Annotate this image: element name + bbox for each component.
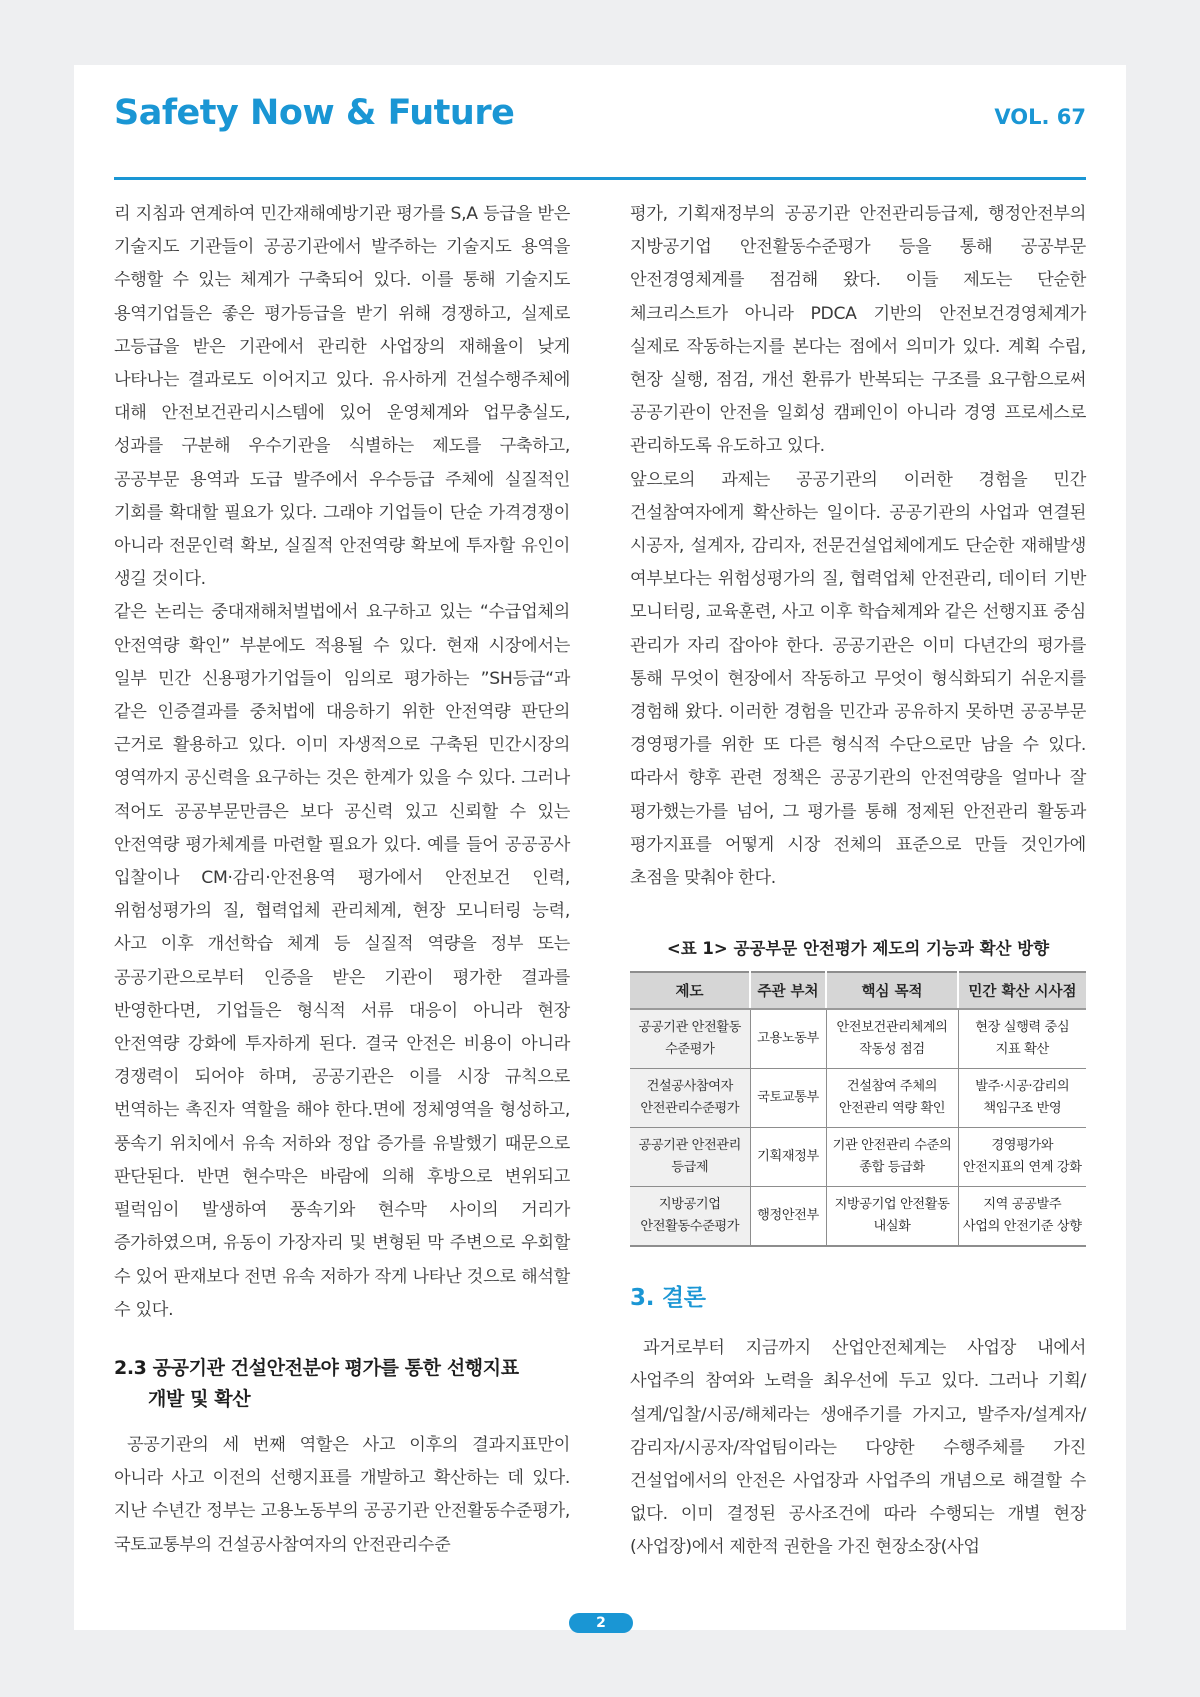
cell-line: 등급제 xyxy=(671,1160,709,1176)
cell-line: 작동성 점검 xyxy=(859,1042,925,1058)
table-cell-ministry: 고용노동부 xyxy=(750,1009,826,1069)
section-heading-line-2: 개발 및 확산 xyxy=(148,1387,251,1410)
conclusion-heading: 3. 결론 xyxy=(630,1285,706,1312)
table-cell-system xyxy=(630,1128,750,1187)
cell-line: 기관 안전관리 수준의 xyxy=(832,1138,952,1154)
right-paragraph-1: 평가, 기획재정부의 공공기관 안전관리등급제, 행정안전부의 지방공기업 안전활동수준평가 등을 통해 공공부문 안전경영체계를 점검해 왔다. 이들 제도는 단순한 체크리스트가 아니라 PDCA 기반의 안전보건경영체계가 실제로 작동하는지를 본다는 점에서 의미가 있다. 계획 수립, 현장 실행, 점검, 개선 환류가 반복되는 구조를 요구함으로써 공공기관이 안전을 일회성 캠페인이 아니라 경영 프로세스로 관리하도록 유도하고 있다. xyxy=(630,204,1086,457)
cell-line: 사업의 안전기준 상향 xyxy=(962,1219,1082,1235)
table-row xyxy=(630,1009,1086,1069)
cell-line: 건설공사참여자 xyxy=(646,1079,733,1095)
table-cell-implication xyxy=(958,1187,1086,1247)
cell-line: 안전지표의 연계 강화 xyxy=(962,1160,1082,1176)
cell-line: 안전관리 역량 확인 xyxy=(838,1101,946,1117)
table-cell-purpose xyxy=(826,1069,958,1128)
cell-line: 발주·시공·감리의 xyxy=(975,1079,1070,1095)
table-row xyxy=(630,1128,1086,1187)
cell-line: 공공기관 안전활동 xyxy=(638,1020,741,1036)
table-cell-purpose xyxy=(826,1187,958,1247)
table-header-cell: 주관 부처 xyxy=(750,972,826,1009)
table-cell-ministry: 국토교통부 xyxy=(750,1069,826,1128)
left-paragraph-1: 리 지침과 연계하여 민간재해예방기관 평가를 S,A 등급을 받은 기술지도 기관들이 공공기관에서 발주하는 기술지도 용역을 수행할 수 있는 체계가 구축되어 있다. 이를 통해 기술지도 용역기업들은 좋은 평가등급을 받기 위해 경쟁하고, 실제로 고등급을 받은 기관에서 관리한 사업장의 재해율이 낮게 나타나는 결과로도 이어지고 있다. 유사하게 건설수행주체에 대해 안전보건관리시스템에 있어 운영체계와 업무충실도, 성과를 구분해 우수기관을 식별하는 제도를 구축하고, 공공부문 용역과 도급 발주에서 우수등급 주체에 실질적인 기회를 확대할 필요가 있다. 그래야 기업들이 단순 가격경쟁이 아니라 전문인력 확보, 실질적 안전역량 확보에 투자할 유인이 생길 것이다. xyxy=(114,204,570,590)
table-cell-purpose xyxy=(826,1128,958,1187)
cell-line: 지표 확산 xyxy=(995,1042,1049,1058)
left-column xyxy=(114,198,570,1562)
table-header-cell: 제도 xyxy=(630,972,750,1009)
table-cell-implication xyxy=(958,1069,1086,1128)
table-cell-implication xyxy=(958,1009,1086,1069)
cell-line: 책임구조 반영 xyxy=(983,1101,1062,1117)
volume-label: VOL. 67 xyxy=(994,105,1086,129)
table-cell-ministry: 행정안전부 xyxy=(750,1187,826,1247)
table-cell-implication xyxy=(958,1128,1086,1187)
cell-line: 공공기관 안전관리 xyxy=(638,1138,741,1154)
section-heading-2-3 xyxy=(114,1353,570,1415)
section-heading-line-1: 2.3 공공기관 건설안전분야 평가를 통한 선행지표 xyxy=(114,1356,519,1379)
cell-line: 종합 등급화 xyxy=(859,1160,925,1176)
table-row xyxy=(630,1069,1086,1128)
cell-line: 안전활동수준평가 xyxy=(640,1219,740,1235)
header-rule xyxy=(114,177,1086,180)
table-header-cell: 핵심 목적 xyxy=(826,972,958,1009)
table-header-cell: 민간 확산 시사점 xyxy=(958,972,1086,1009)
table-header-row xyxy=(630,972,1086,1009)
cell-line: 지방공기업 안전활동 xyxy=(834,1197,950,1213)
left-paragraph-2: 같은 논리는 중대재해처벌법에서 요구하고 있는 “수급업체의 안전역량 확인” 부분에도 적용될 수 있다. 현재 시장에서는 일부 민간 신용평가기업들이 임의로 평가하는 ”SH등급“과 같은 인증결과를 중처법에 대응하기 위한 안전역량 판단의 근거로 활용하고 있다. 이미 자생적으로 구축된 민간시장의 영역까지 공신력을 요구하는 것은 한계가 있을 수 있다. 그러나 적어도 공공부문만큼은 보다 공신력 있고 신뢰할 수 있는 안전역량 평가체계를 마련할 필요가 있다. 예를 들어 공공공사 입찰이나 CM·감리·안전용역 평가에서 안전보건 인력, 위험성평가의 질, 협력업체 관리체계, 현장 모니터링 능력, 사고 이후 개선학습 체계 등 실질적 역량을 정부 또는 공공기관으로부터 인증을 받은 기관이 평가한 결과를 반영한다면, 기업들은 형식적 서류 대응이 아니라 현장 안전역량 강화에 투자하게 된다. 결국 안전은 비용이 아니라 경쟁력이 되어야 하며, 공공기관은 이를 시장 규칙으로 번역하는 촉진자 역할을 해야 한다.면에 정체영역을 형성하고, 풍속기 위치에서 유속 저하와 정압 증가를 유발했기 때문으로 판단된다. 반면 현수막은 바람에 의해 후방으로 변위되고 펄럭임이 발생하여 풍속기와 현수막 사이의 거리가 증가하였으며, 유동이 가장자리 및 변형된 막 주변으로 우회할 수 있어 판재보다 전면 유속 저하가 작게 나타난 것으로 해석할 수 있다. xyxy=(114,602,570,1320)
conclusion-paragraph: 과거로부터 지금까지 산업안전체계는 사업장 내에서 사업주의 참여와 노력을 최우선에 두고 있다. 그러나 기획/설계/입찰/시공/해체라는 생애주기를 가지고, 발주자/설계자/감리자/시공자/작업팀이라는 다양한 수행주체를 가진 건설업에서의 안전은 사업장과 사업주의 개념으로 해결할 수 없다. 이미 결정된 공사조건에 따라 수행되는 개별 현장(사업장)에서 제한적 권한을 가진 현장소장(사업 xyxy=(630,1338,1086,1558)
table-cell-system xyxy=(630,1069,750,1128)
left-paragraph-3: 공공기관의 세 번째 역할은 사고 이후의 결과지표만이 아니라 사고 이전의 선행지표를 개발하고 확산하는 데 있다. 지난 수년간 정부는 고용노동부의 공공기관 안전활동수준평가, 국토교통부의 건설공사참여자의 안전관리수준 xyxy=(114,1434,570,1555)
cell-line: 지역 공공발주 xyxy=(983,1197,1062,1213)
magazine-title: Safety Now & Future xyxy=(114,93,515,133)
cell-line: 안전관리수준평가 xyxy=(640,1101,740,1117)
cell-line: 건설참여 주체의 xyxy=(846,1079,938,1095)
cell-line: 수준평가 xyxy=(665,1042,715,1058)
document-page xyxy=(74,65,1126,1630)
policy-table xyxy=(630,971,1086,1247)
masthead xyxy=(114,93,1086,149)
cell-line: 내실화 xyxy=(873,1219,911,1235)
table-cell-ministry: 기획재정부 xyxy=(750,1128,826,1187)
cell-line: 지방공기업 xyxy=(658,1197,721,1213)
cell-line: 경영평가와 xyxy=(991,1138,1054,1154)
page-number-badge: 2 xyxy=(569,1613,633,1633)
right-column xyxy=(630,198,1086,1565)
cell-line: 안전보건관리체계의 xyxy=(836,1020,948,1036)
table-row xyxy=(630,1187,1086,1247)
cell-line: 현장 실행력 중심 xyxy=(975,1020,1070,1036)
table-caption: <표 1> 공공부문 안전평가 제도의 기능과 확산 방향 xyxy=(666,939,1050,959)
table-cell-system xyxy=(630,1187,750,1247)
table-cell-system xyxy=(630,1009,750,1069)
table-cell-purpose xyxy=(826,1009,958,1069)
right-paragraph-2: 앞으로의 과제는 공공기관의 이러한 경험을 민간 건설참여자에게 확산하는 일이다. 공공기관의 사업과 연결된 시공자, 설계자, 감리자, 전문건설업체에게도 단순한 재해발생 여부보다는 위험성평가의 질, 협력업체 안전관리, 데이터 기반 모니터링, 교육훈련, 사고 이후 학습체계와 같은 선행지표 중심 관리가 자리 잡아야 한다. 공공기관은 이미 다년간의 평가를 통해 무엇이 현장에서 작동하고 무엇이 형식화되기 쉬운지를 경험해 왔다. 이러한 경험을 민간과 공유하지 못하면 공공부문 경영평가를 위한 또 다른 형식적 수단으로만 남을 수 있다. 따라서 향후 관련 정책은 공공기관의 안전역량을 얼마나 잘 평가했는가를 넘어, 그 평가를 통해 정제된 안전관리 활동과 평가지표를 어떻게 시장 전체의 표준으로 만들 것인가에 초점을 맞춰야 한다. xyxy=(630,469,1086,889)
